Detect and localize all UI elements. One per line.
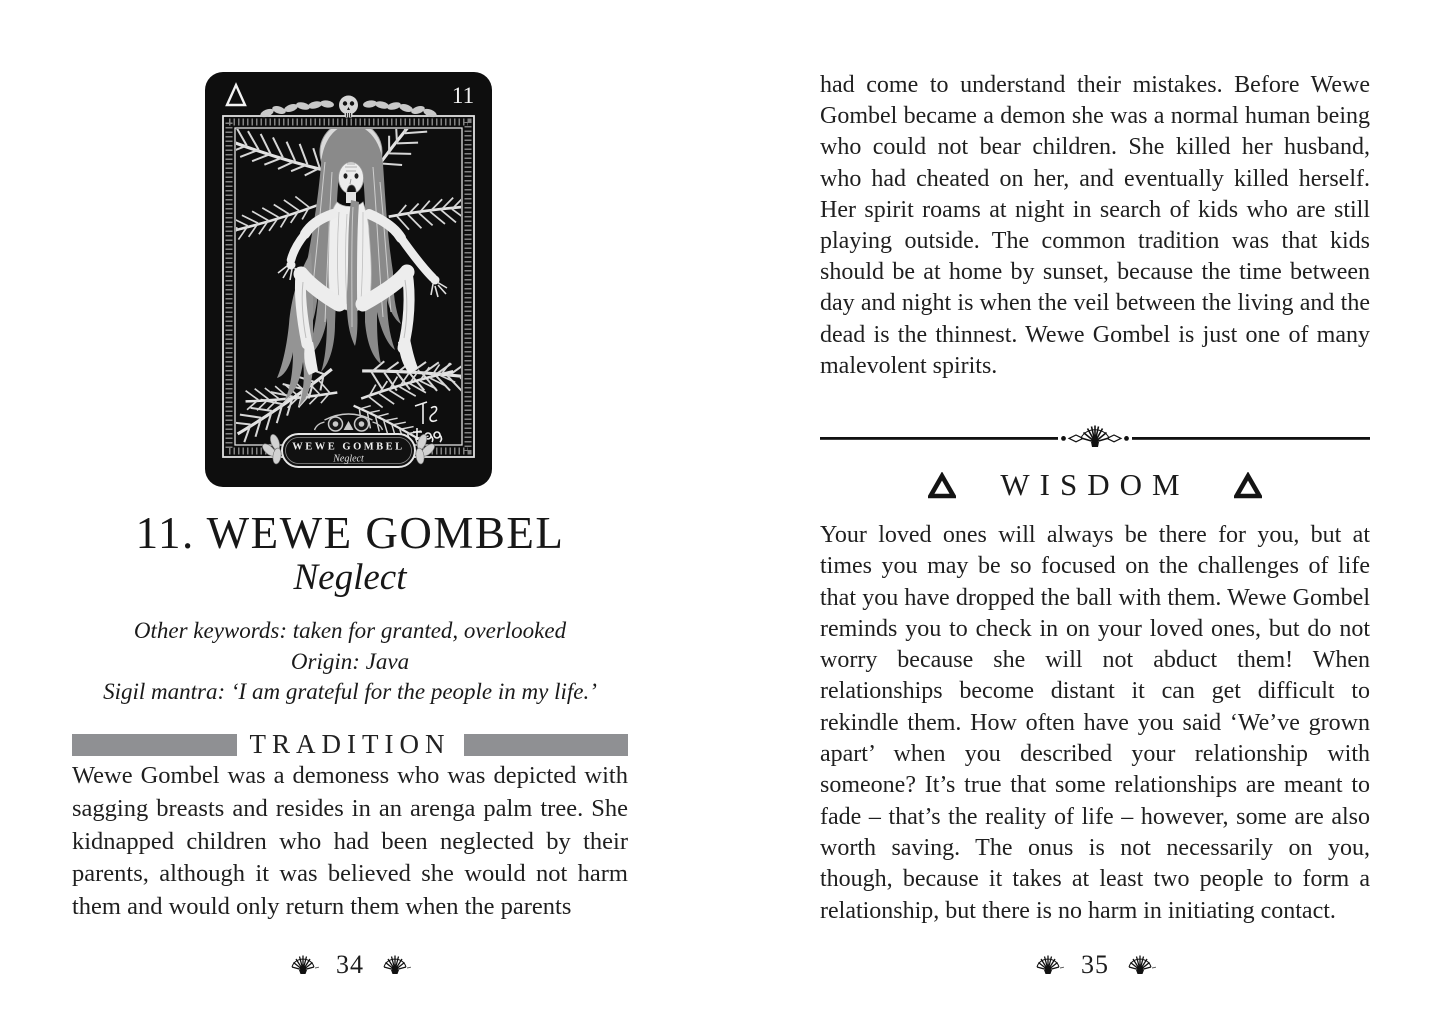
card-number: 11 (451, 83, 475, 108)
tradition-continued-paragraph: had come to understand their mistakes. Before Wewe Gombel became a demon she was a normal human being who could not bear children. She killed her husband, who had cheated on her, and eventually killed herself. Her spirit roams at night in search of kids who are still playing outside. The common tradition was that kids should be at home by sunset, because the time between day and night is when the veil between the living and the dead is the thinnest. Wewe Gombel is just one of many malevolent spirits. (820, 72, 1370, 379)
keywords-line: Other keywords: taken for granted, overlooked (133, 618, 567, 643)
wisdom-header-label: WISDOM (1000, 467, 1190, 502)
delta-icon (928, 472, 956, 499)
card-label-subtitle: Neglect (333, 453, 364, 465)
header-bar-right (464, 734, 629, 756)
card-label (260, 433, 436, 467)
wisdom-header (820, 463, 1370, 507)
fan-icon (381, 955, 411, 975)
fan-icon (1126, 955, 1156, 975)
delta-icon (1234, 472, 1262, 499)
tradition-header-label: TRADITION (249, 728, 451, 759)
tradition-paragraph: Wewe Gombel was a demoness who was depicted with sagging breasts and resides in an arenga palm tree. She kidnapped children who had been neglected by their parents, although it was believed she would not harm them and would only return them when the parents (72, 762, 628, 921)
page-number-left: 34 (336, 950, 364, 979)
right-page-footer (820, 948, 1370, 982)
left-page-footer (72, 948, 628, 982)
section-divider (820, 424, 1370, 452)
wisdom-paragraph: Your loved ones will always be there for you, but at times you may be so focused on the challenges of life that you have dropped the ball with them. Wewe Gombel reminds you to check in on your loved ones, but do not worry because she will not abduct them! When relationships become distant it can get difficult to rekindle them. How often have you said ‘We’ve grown apart’ when you described your relationship with someone? It’s true that some relationships are meant to fade – that’s the reality of life – however, some are also worth saving. The onus is not necessarily on you, though, because it takes at least two people to form a relationship, but there is no harm in initiating contact. (820, 522, 1370, 924)
fan-icon (1034, 955, 1064, 975)
oracle-card-art (205, 72, 492, 487)
page-title: 11. WEWE GOMBEL (135, 508, 565, 558)
page-number-right: 35 (1081, 950, 1109, 979)
fan-icon (289, 955, 319, 975)
sigil-mantra-line: Sigil mantra: ‘I am grateful for the people in my life.’ (103, 679, 597, 704)
card-label-title: WEWE GOMBEL (292, 441, 405, 453)
origin-line: Origin: Java (290, 648, 410, 674)
keywords-block (72, 616, 628, 708)
tradition-header (72, 728, 628, 759)
divider-ornament-icon (820, 424, 1370, 452)
oracle-card (205, 72, 492, 487)
page-subtitle: Neglect (293, 557, 407, 598)
header-bar-left (72, 734, 237, 756)
